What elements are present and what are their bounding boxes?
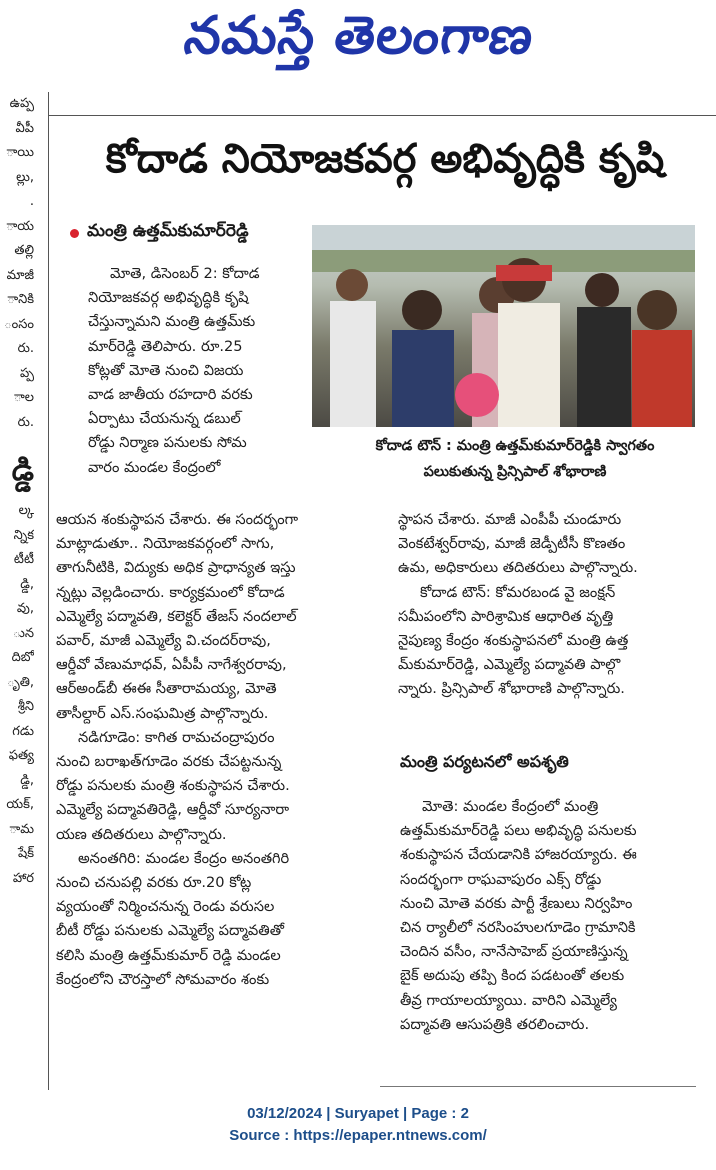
left-strip-fragment: ంసం bbox=[4, 316, 34, 332]
caption-line-2: పలుకుతున్న ప్రిన్సిపాల్ శోభారాణి bbox=[423, 464, 607, 480]
article-line: ఎమ్మెల్యే పద్మావతి, కలెక్టర్ తేజస్ నందలాల్ bbox=[56, 607, 297, 625]
left-strip-fragment: ఉప్ప bbox=[9, 96, 34, 111]
left-strip-heading-fragment: డ్డి bbox=[11, 453, 34, 488]
article-line: కేంద్రంలోని చౌరస్తాలో సోమవారం శంకు bbox=[56, 970, 270, 988]
article-line: ఆయన శంకుస్థాపన చేశారు. ఈ సందర్భంగా bbox=[56, 511, 299, 528]
article-line: పద్మావతి ఆసుపత్రికి తరలించారు. bbox=[400, 1015, 590, 1033]
article-line: సందర్భంగా రాఘవాపురం ఎక్స్ రోడ్డు bbox=[400, 870, 602, 888]
left-strip-fragment: ల్లు, bbox=[16, 169, 34, 185]
left-strip-fragment: ఫత్య bbox=[8, 748, 34, 763]
left-strip-fragment: తల్లి bbox=[14, 243, 34, 258]
left-strip-fragment: ాల bbox=[13, 390, 34, 405]
article-line: నియోజకవర్గ అభివృద్ధికి కృషి bbox=[88, 289, 249, 307]
article-line: తాగునీటికి, విద్యుకు అధిక ప్రాధాన్యత ఇస్తు bbox=[56, 559, 296, 577]
article-line: నుంచి బరాఖత్‌గూడెం వరకు చేపట్టనున్న bbox=[56, 753, 282, 771]
footer-source: Source : https://epaper.ntnews.com/ bbox=[229, 1127, 487, 1144]
column-divider bbox=[48, 92, 49, 1090]
article-line: మ్‌కుమార్‌రెడ్డి, ఎమ్మెల్యే పద్మావతి పాల్గొ bbox=[398, 656, 621, 674]
page-footer bbox=[0, 1103, 716, 1147]
left-strip-fragment: వు, bbox=[16, 601, 34, 616]
left-strip-fragment: ామ bbox=[9, 821, 34, 837]
article-line: మోతె, డిసెంబర్ 2: కోదాడ bbox=[110, 265, 260, 282]
left-strip-fragment: ప్ప bbox=[20, 365, 34, 381]
article-line: పవార్, మాజీ ఎమ్మెల్యే వి.చందర్‌రావు, bbox=[56, 632, 271, 650]
article-line: చిన ర్యాలీలో నరసింహులగూడెం గ్రామానికి bbox=[400, 919, 636, 937]
article-line: తాసీల్దార్ ఎస్.సంఘమిత్ర పాల్గొన్నారు. bbox=[56, 704, 269, 722]
left-strip-fragment: ున bbox=[12, 625, 34, 641]
article-line: నుంచి చనుపల్లి వరకు రూ.20 కోట్ల bbox=[56, 874, 252, 892]
photo-caption bbox=[330, 433, 700, 485]
article-line: ఆర్డీవో వేణుమాధవ్, ఏపీపీ నాగేశ్వరరావు, bbox=[56, 656, 287, 674]
article-column-4 bbox=[400, 795, 698, 1037]
article-line: కోదాడ టౌన్: కోమరబండ వై జంక్షన్ bbox=[420, 583, 616, 601]
article-line: ఉత్తమ్‌కుమార్‌రెడ్డి పలు అభివృద్ధి పనులకు bbox=[400, 822, 637, 840]
left-strip-fragment: డ్డి, bbox=[20, 772, 34, 788]
article-line: నైపుణ్య కేంద్రం శంకుస్థాపనలో మంత్రి ఉత్త bbox=[398, 632, 629, 650]
left-strip-fragment: రు. bbox=[17, 414, 34, 430]
article-line: యణ తదితరులు పాల్గొన్నారు. bbox=[56, 825, 227, 843]
article-line: కోట్లతో మోతె నుంచి విజయ bbox=[88, 361, 244, 379]
left-strip-fragment: గడు bbox=[12, 723, 34, 739]
article-line: తీవ్ర గాయాలయ్యాయి. వారిని ఎమ్మెల్యే bbox=[400, 991, 617, 1009]
article-line: నడిగూడెం: కాగిత రామచంద్రాపురం bbox=[78, 728, 275, 746]
footer-date-edition: 03/12/2024 | Suryapet | Page : 2 bbox=[247, 1105, 469, 1122]
article-line: స్థాపన చేశారు. మాజీ ఎంపీపీ చుండూరు bbox=[398, 511, 622, 528]
news-photo bbox=[312, 225, 695, 427]
left-strip-fragment: న్నిక bbox=[13, 527, 34, 543]
article-line: నుంచి మోతె వరకు పార్టీ శ్రేణులు నిర్వహిం bbox=[400, 894, 633, 912]
left-strip-fragment: ాయ bbox=[6, 218, 34, 234]
left-strip-fragment: మాజీ bbox=[6, 267, 34, 283]
article-line: సమీపంలోని పారిశ్రామిక ఆధారిత వృత్తి bbox=[398, 607, 614, 625]
left-column-fragments bbox=[0, 92, 34, 1092]
masthead-title: నమస్తే తెలంగాణ bbox=[180, 6, 538, 66]
left-strip-fragment: హార bbox=[12, 870, 34, 886]
left-strip-fragment: షేక్ bbox=[17, 846, 34, 861]
article-byline bbox=[70, 221, 249, 245]
article-line: చెందిన వసీం, నానేసాహెబ్ ప్రయాణిస్తున్న bbox=[400, 943, 628, 961]
left-strip-fragment: ాయి bbox=[6, 145, 34, 160]
top-rule bbox=[48, 115, 716, 116]
article-line: వారం మండల కేంద్రంలో bbox=[88, 458, 221, 476]
article-column-1 bbox=[88, 262, 300, 480]
masthead bbox=[0, 0, 716, 80]
article-line: రోడ్డు నిర్మాణ పనులకు సోమ bbox=[88, 434, 247, 452]
article-line: మాట్లాడుతూ.. నియోజకవర్గంలో సాగు, bbox=[56, 535, 275, 553]
left-strip-fragment: వీపీ bbox=[15, 120, 34, 136]
article-line: న్నారు. ప్రిన్సిపాల్ శోభారాణి పాల్గొన్నారు. bbox=[398, 680, 625, 698]
left-strip-fragment: ానికి bbox=[7, 292, 34, 307]
news-photo-illustration bbox=[312, 225, 695, 427]
left-strip-fragment: ల్క bbox=[18, 503, 34, 518]
article-line: అనంతగిరి: మండల కేంద్రం అనంతగిరి bbox=[78, 849, 290, 867]
article-line: ఏర్పాటు చేయనున్న డబుల్ bbox=[88, 410, 241, 428]
left-strip-fragment: . bbox=[29, 194, 34, 209]
bottom-rule bbox=[380, 1086, 696, 1087]
article-line: చేస్తున్నామని మంత్రి ఉత్తమ్‌కు bbox=[88, 313, 256, 331]
article-line: మోతె: మండల కేంద్రంలో మంత్రి bbox=[422, 798, 599, 815]
article-line: ఎమ్మెల్యే పద్మావతిరెడ్డి, ఆర్డీవో సూర్యనారా bbox=[56, 801, 290, 819]
article-line: శంకుస్థాపన చేయడానికి హాజరయ్యారు. ఈ bbox=[400, 846, 637, 864]
sub-headline: మంత్రి పర్యటనలో అపశృతి bbox=[400, 752, 569, 771]
article-line: వ్యయంతో నిర్మించనున్న రెండు వరుసల bbox=[56, 898, 275, 916]
article-line: బీటీ రోడ్డు పనులకు ఎమ్మెల్యే పద్మావతితో bbox=[56, 922, 284, 940]
bullet-icon bbox=[70, 229, 79, 238]
article-column-2 bbox=[56, 508, 376, 992]
left-strip-fragment: టీటీ bbox=[13, 552, 34, 567]
left-strip-fragment: యక్, bbox=[6, 797, 34, 812]
article-line: రోడ్డు పనులకు మంత్రి శంకుస్థాపన చేశారు. bbox=[56, 777, 290, 795]
article-line: ఉమ, అధికారులు తదితరులు పాల్గొన్నారు. bbox=[398, 559, 638, 577]
article-column-3 bbox=[398, 508, 698, 702]
caption-line-1: కోదాడ టౌన్ : మంత్రి ఉత్తమ్‌కుమార్‌రెడ్డికి స్వాగతం bbox=[375, 438, 655, 454]
article-line: వాడ జాతీయ రహదారి వరకు bbox=[88, 386, 253, 404]
article-headline: కోదాడ నియోజకవర్గ అభివృద్ధికి కృషి bbox=[105, 136, 665, 182]
article-line: బైక్ అదుపు తప్పి కింద పడటంతో తలకు bbox=[400, 967, 625, 985]
article-line: ఆర్‌అండ్‌బీ ఈఈ సీతారామయ్య, మోతె bbox=[56, 680, 277, 698]
left-strip-fragment: శ్రీని bbox=[17, 699, 34, 714]
article-line: కలిసి మంత్రి ఉత్తమ్‌కుమార్ రెడ్డి మండల bbox=[56, 946, 281, 964]
article-line: న్నట్లు వెల్లడించారు. కార్యక్రమంలో కోదాడ bbox=[56, 583, 285, 601]
article-line: వెంకటేశ్వర్‌రావు, మాజీ జెడ్పీటీసీ కొణతం bbox=[398, 535, 626, 553]
left-strip-fragment: రు. bbox=[17, 341, 34, 356]
left-strip-fragment: డ్డి, bbox=[20, 576, 34, 592]
byline-text: మంత్రి ఉత్తమ్‌కుమార్‌రెడ్డి bbox=[87, 221, 249, 241]
left-strip-fragment: ృతి, bbox=[6, 674, 34, 690]
left-strip-fragment: దిబో bbox=[11, 650, 34, 665]
article-line: మార్‌రెడ్డి తెలిపారు. రూ.25 bbox=[88, 337, 243, 355]
